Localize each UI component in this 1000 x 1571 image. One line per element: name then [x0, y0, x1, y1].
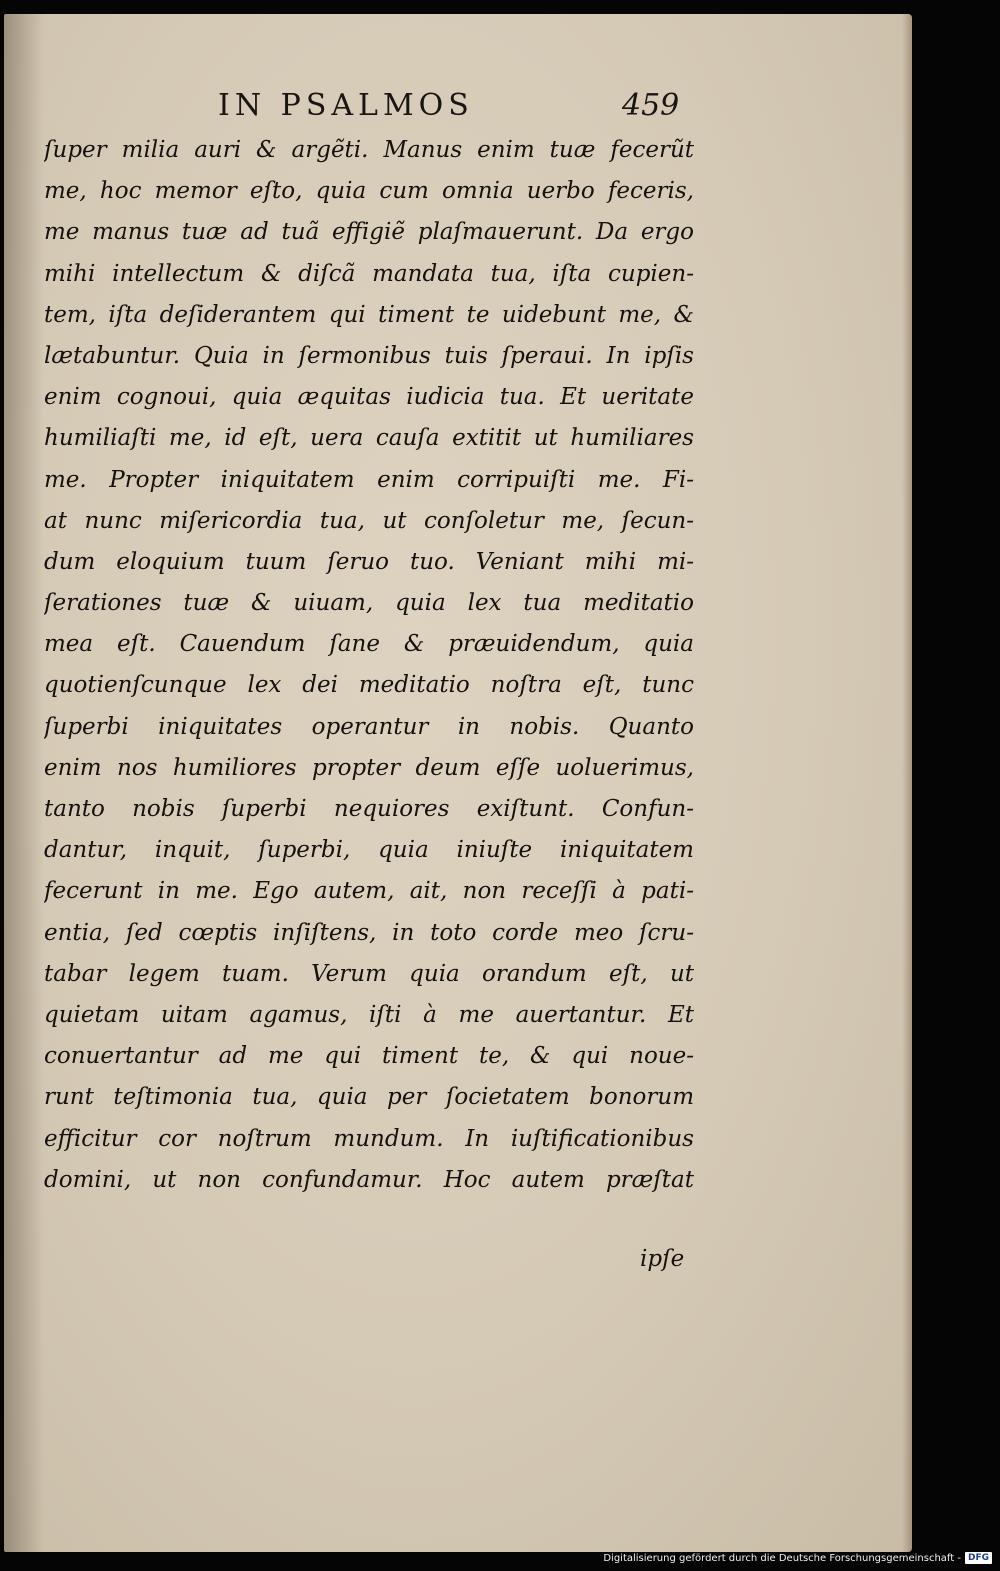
catchword: ipſe — [640, 1246, 685, 1272]
credit-text: Digitalisierung gefördert durch die Deutsche Forschungsgemeinschaft - — [603, 1552, 961, 1564]
text-line: fecerunt in me. Ego autem, ait, non receſſi à pati- — [44, 878, 694, 905]
book-page — [4, 14, 912, 1552]
text-line: me. Propter iniquitatem enim corripuiſti me. Fi- — [44, 466, 694, 493]
text-line: ſuper milia auri & argẽti. Manus enim tuæ fecerũt — [44, 137, 694, 163]
text-line: dantur, inquit, ſuperbi, quia iniuſte iniquitatem — [44, 837, 694, 864]
gutter-shadow — [4, 14, 44, 1552]
digitization-credit — [603, 1549, 992, 1567]
text-line: ſerationes tuæ & uiuam, quia lex tua meditatio — [44, 590, 694, 617]
text-line: quietam uitam agamus, iſti à me auertantur. Et — [44, 1001, 694, 1028]
page-number: 459 — [622, 88, 680, 123]
text-block — [44, 130, 694, 1201]
page-edge — [902, 14, 912, 1552]
text-line: me manus tuæ ad tuã effigiẽ plaſmauerunt. Da ergo — [44, 219, 694, 246]
text-line: at nunc miſericordia tua, ut conſoletur me, ſecun- — [44, 507, 694, 534]
running-head — [4, 88, 912, 128]
text-line: tem, iſta deſiderantem qui timent te uidebunt me, & — [44, 301, 694, 328]
text-line: quotienſcunque lex dei meditatio noſtra eſt, tunc — [44, 672, 694, 699]
text-line: domini, ut non confundamur. Hoc autem præſtat — [44, 1166, 694, 1193]
text-line: mihi intellectum & diſcã mandata tua, iſta cupien- — [44, 260, 694, 287]
text-line: conuertantur ad me qui timent te, & qui noue- — [44, 1043, 694, 1070]
text-line: enim cognoui, quia æquitas iudicia tua. Et ueritate — [44, 384, 694, 411]
text-line: me, hoc memor eſto, quia cum omnia uerbo feceris, — [44, 178, 694, 205]
text-line: lætabuntur. Quia in ſermonibus tuis ſperaui. In ipſis — [44, 342, 694, 369]
running-head-title: IN PSALMOS — [218, 88, 474, 123]
text-line: mea eſt. Cauendum ſane & præuidendum, quia — [44, 631, 694, 658]
text-line: humiliaſti me, id eſt, uera cauſa extitit ut humiliares — [44, 425, 694, 452]
dfg-logo: DFG — [965, 1552, 992, 1564]
text-line: tanto nobis ſuperbi nequiores exiſtunt. Confun- — [44, 796, 694, 822]
text-line: dum eloquium tuum ſeruo tuo. Veniant mihi mi- — [44, 548, 694, 575]
text-line: enim nos humiliores propter deum eſſe uoluerimus, — [44, 754, 694, 781]
text-line: ſuperbi iniquitates operantur in nobis. Quanto — [44, 713, 694, 740]
text-line: entia, ſed cœptis inſiſtens, in toto corde meo ſcru- — [44, 919, 694, 946]
text-line: runt teſtimonia tua, quia per ſocietatem bonorum — [44, 1084, 694, 1111]
text-line: efficitur cor noſtrum mundum. In iuſtificationibus — [44, 1125, 694, 1152]
text-line: tabar legem tuam. Verum quia orandum eſt, ut — [44, 960, 694, 987]
